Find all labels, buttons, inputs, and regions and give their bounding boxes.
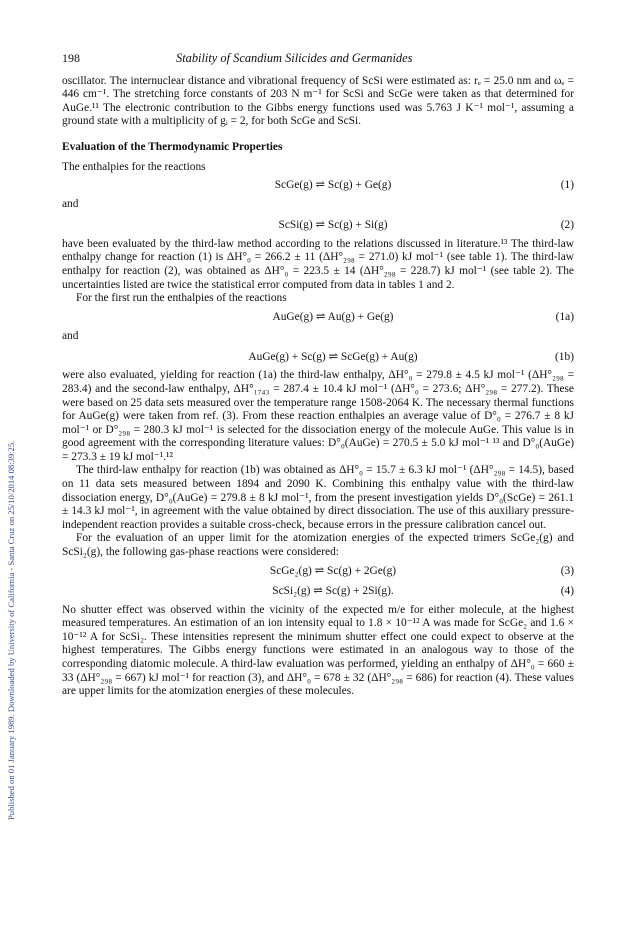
download-watermark [6,120,20,820]
third-law-paragraph: have been evaluated by the third-law method according to the relations discussed in literature.¹³ The third-law enthalpy change for reaction (1) is ΔH°₀ = 266.2 ± 11 (ΔH°₂₉₈ = 271.0) kJ mol⁻¹ (see table 1). The third-law enthalpy for reaction (2), was obtained as ΔH°₀ = 223.5 ± 14 (ΔH°₂₉₈ = 228.7) kJ mol⁻¹ (see table 2). The uncertainties listed are twice the statistical error computed from data in tables 1 and 2. [62,237,574,291]
running-title: Stability of Scandium Silicides and Germanides [176,51,413,65]
equation-4-number: (4) [560,584,574,597]
equation-1a [62,310,574,326]
page-number: 198 [62,51,80,65]
equation-1-number: (1) [560,179,574,192]
and-connector-1: and [62,198,79,211]
equation-2-body: ScSi(g) ⇌ Sc(g) + Si(g) [278,218,388,231]
download-watermark-text: Published on 01 January 1989. Downloaded by University of California - Santa Cruz on 25/10/2014 08:39:25. [6,440,16,820]
equation-4 [62,584,574,600]
equation-1a-body: AuGe(g) ⇌ Au(g) + Ge(g) [272,310,394,323]
equation-1b-body: AuGe(g) + Sc(g) ⇌ ScGe(g) + Au(g) [248,350,418,363]
upper-limit-paragraph: For the evaluation of an upper limit for the atomization energies of the expected trimers ScGe₂(g) and ScSi₂(g), the following gas-phase reactions were considered: [62,532,574,559]
equation-2 [62,218,574,234]
no-shutter-paragraph: No shutter effect was observed within the vicinity of the expected m/e for either molecule, at the highest measured temperatures. An estimation of an ion intensity equal to 1.8 × 10⁻¹² A was made for ScGe₂ and 1.6 × 10⁻¹² A for ScSi₂. These intensities represent the minimum shutter effect one could expect to observe at the highest temperatures. The Gibbs energy functions were estimated in an analogous way to those of the corresponding diatomic molecule. A third-law evaluation was performed, yielding an enthalpy of ΔH°₀ = 660 ± 33 (ΔH°₂₉₈ = 667) kJ mol⁻¹ for reaction (3), and ΔH°₀ = 678 ± 32 (ΔH°₂₉₈ = 686) for reaction (4). These values are upper limits for the atomization energies of these molecules. [62,603,574,698]
paper-page [62,52,574,699]
third-law-1b-paragraph: The third-law enthalpy for reaction (1b) was obtained as ΔH°₀ = 15.7 ± 6.3 kJ mol⁻¹ (ΔH°₂₉₈ = 14.5), based on 11 data sets measured between 1894 and 2090 K. Combining this enthalpy value with the third-law dissociation energy, D°₀(AuGe) = 279.8 ± 8 kJ mol⁻¹, from the present investigation yields D°₀(ScGe) = 261.1 ± 14.3 kJ mol⁻¹, in agreement with the value obtained by direct dissociation. The use of this auxiliary pressure-independent reaction provides a suitable cross-check, because errors in the pressure calibration cancel out. [62,464,574,531]
and-connector-2: and [62,329,79,342]
enthalpies-intro: The enthalpies for the reactions [62,160,206,173]
equation-3-number: (3) [560,564,574,577]
equation-1 [62,178,574,194]
equation-1b-number: (1b) [555,350,574,363]
equation-3 [62,564,574,580]
equation-3-body: ScGe₂(g) ⇌ Sc(g) + 2Ge(g) [269,564,397,577]
equation-1a-number: (1a) [555,310,574,323]
equation-2-number: (2) [560,218,574,231]
equation-4-body: ScSi₂(g) ⇌ Sc(g) + 2Si(g). [272,584,394,597]
equation-1-body: ScGe(g) ⇌ Sc(g) + Ge(g) [274,179,392,192]
first-run-paragraph: For the first run the enthalpies of the reactions [76,292,287,305]
intro-paragraph: oscillator. The internuclear distance and vibrational frequency of ScSi were estimated as: rₑ = 25.0 nm and ωₑ = 446 cm⁻¹. The stretching force constants of 203 N m⁻¹ for ScSi and ScGe were taken as that determined for AuGe.¹¹ The electronic contribution to the Gibbs energy functions used was 5.763 J K⁻¹ mol⁻¹, assuming a ground state with a multiplicity of gᵢ = 2, for both ScGe and ScSi. [62,74,574,128]
evaluated-1a-paragraph: were also evaluated, yielding for reaction (1a) the third-law enthalpy, ΔH°₀ = 279.8 ± 4.5 kJ mol⁻¹ (ΔH°₂₉₈ = 283.4) and the second-law enthalpy, ΔH°₁₇₄₃ = 287.4 ± 10.4 kJ mol⁻¹ (ΔH°₀ = 273.6; ΔH°₂₉₈ = 277.2). These were based on 25 data sets measured over the temperature range 1508-2064 K. The necessary thermal functions for AuGe(g) were taken from ref. (3). From these reaction enthalpies an average value of D°₀ = 276.7 ± 8 kJ mol⁻¹ or D°₂₉₈ = 280.3 kJ mol⁻¹ is selected for the dissociation energy of the molecule AuGe. This value is in good agreement with the corresponding literature values: D°₀(AuGe) = 270.5 ± 5.0 kJ mol⁻¹ ¹³ and D°₀(AuGe) = 273.3 ± 19 kJ mol⁻¹.¹² [62,369,574,463]
page-header [62,52,574,66]
equation-1b [62,349,574,365]
section-heading: Evaluation of the Thermodynamic Properties [62,140,283,153]
